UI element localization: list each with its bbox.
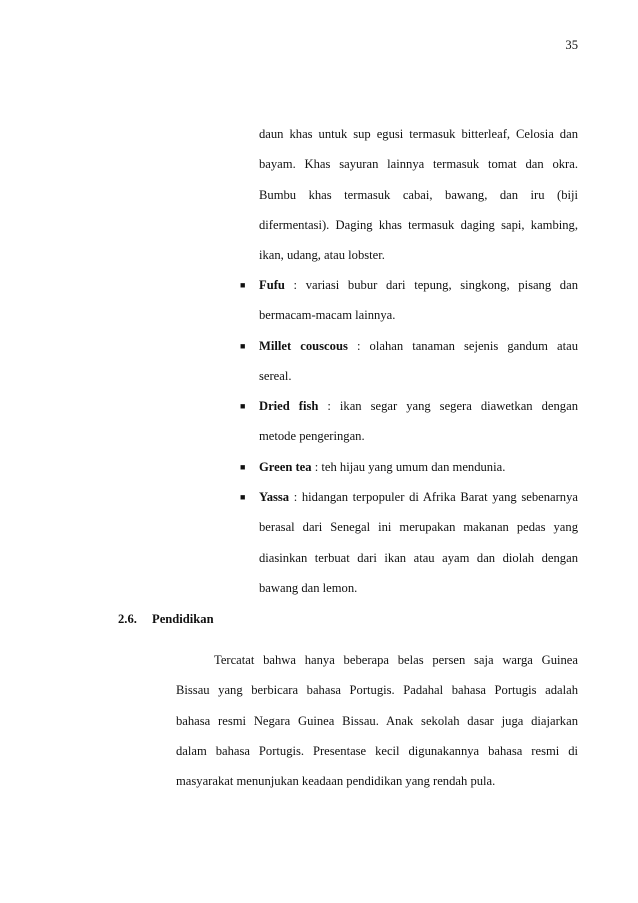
list-item [240,331,578,392]
bullet-text: : ikan segar yang segera diawetkan dengan [318,399,578,414]
bullet-text: sereal. [259,368,292,383]
list-item [240,391,578,452]
bullet-term: Dried fish [259,399,319,414]
continuation-line: bayam. Khas sayuran lainnya termasuk tomat dan okra. [259,157,578,172]
bullet-text: : variasi bubur dari tepung, singkong, pisang dan [284,278,578,292]
list-item [240,452,578,482]
bullet-text: diasinkan terbuat dari ikan atau ayam dan diolah dengan [259,550,578,565]
bullet-text: bermacam-macam lainnya. [259,308,396,323]
list-item [240,270,578,331]
bullet-text: metode pengeringan. [259,429,365,444]
section-title: Pendidikan [152,612,214,626]
section-heading [118,604,214,634]
bullet-text: : hidangan terpopuler di Afrika Barat yang sebenarnya [289,490,578,505]
square-bullet-icon: ■ [240,461,246,472]
continuation-line: Bumbu khas termasuk cabai, bawang, dan iru (biji [259,187,578,202]
paragraph-line: masyarakat menunjukan keadaan pendidikan yang rendah pula. [176,774,496,789]
continuation-line: ikan, udang, atau lobster. [259,248,385,263]
paragraph-line: Bissau yang berbicara bahasa Portugis. Padahal bahasa Portugis adalah [176,683,578,698]
bullet-text: : teh hijau yang umum dan mendunia. [311,459,506,474]
square-bullet-icon: ■ [240,492,246,503]
square-bullet-icon: ■ [240,401,246,412]
section-number: 2.6. [118,612,137,626]
bullet-term: Fufu [259,278,285,292]
bullet-text: bawang dan lemon. [259,580,358,595]
bullet-text: : olahan tanaman sejenis gandum atau [347,338,578,353]
page-number: 35 [565,38,578,52]
bullet-term: Millet couscous [259,338,348,353]
body-paragraph [176,645,578,796]
continuation-line: difermentasi). Daging khas termasuk daging sapi, kambing, [259,217,578,232]
paragraph-line: dalam bahasa Portugis. Presentase kecil digunakannya bahasa resmi di [176,743,578,758]
square-bullet-icon: ■ [240,280,246,290]
continuation-line: daun khas untuk sup egusi termasuk bitterleaf, Celosia dan [259,127,578,141]
paragraph-line: bahasa resmi Negara Guinea Bissau. Anak sekolah dasar juga diajarkan [176,713,578,728]
paragraph-line: Tercatat bahwa hanya beberapa belas persen saja warga Guinea [214,653,578,667]
bullet-term: Green tea [259,459,312,474]
list-item [240,482,578,603]
continuation-text [259,119,578,270]
square-bullet-icon: ■ [240,340,246,351]
bullet-text: berasal dari Senegal ini merupakan makanan pedas yang [259,520,578,535]
bullet-term: Yassa [259,490,290,505]
food-bullet-list [240,270,578,603]
